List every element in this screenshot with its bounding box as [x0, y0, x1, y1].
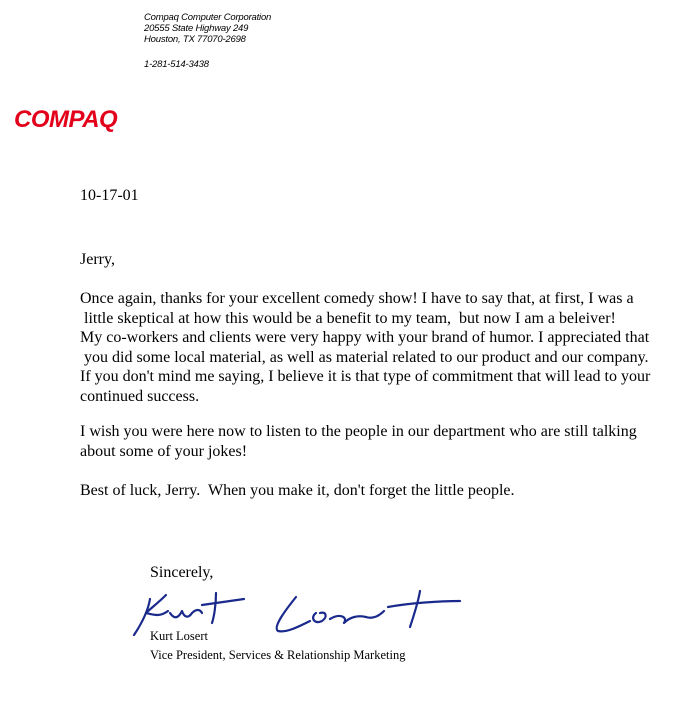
paragraph-line: continued success.	[80, 387, 200, 405]
paragraph-line: I wish you were here now to listen to the people in our department who are still talking	[80, 423, 637, 440]
compaq-logo	[12, 105, 132, 133]
letter-closing: Sincerely,	[150, 564, 214, 581]
paragraph-line: Best of luck, Jerry. When you make it, don't forget the little people.	[80, 482, 515, 499]
letter-salutation: Jerry,	[80, 251, 115, 268]
paragraph-line: about some of your jokes!	[80, 442, 248, 460]
signer-title: Vice President, Services & Relationship Marketing	[150, 648, 406, 662]
letter-date: 10-17-01	[80, 187, 139, 204]
paragraph-line: My co-workers and clients were very happy with your brand of humor. I appreciated that	[80, 329, 650, 346]
letterhead-address	[144, 12, 271, 70]
signer-name: Kurt Losert	[150, 629, 208, 643]
letterhead-street: 20555 State Highway 249	[144, 23, 249, 34]
letterhead-phone: 1-281-514-3438	[144, 59, 209, 70]
paragraph-line: Once again, thanks for your excellent comedy show! I have to say that, at first, I was a	[80, 290, 634, 307]
letterhead-city: Houston, TX 77070-2698	[144, 34, 246, 45]
letter-paragraph-2	[80, 422, 637, 461]
paragraph-line: little skeptical at how this would be a benefit to my team, but now I am a beleiver!	[80, 309, 616, 327]
paragraph-line: you did some local material, as well as material related to our product and our company.	[80, 348, 649, 366]
paragraph-line: If you don't mind me saying, I believe it is that type of commitment that will lead to your	[80, 368, 651, 385]
letterhead-company: Compaq Computer Corporation	[144, 12, 272, 23]
svg-text:COMPAQ: COMPAQ	[14, 106, 118, 133]
letter-paragraph-3	[80, 481, 514, 501]
letter-paragraph-1	[80, 289, 650, 406]
